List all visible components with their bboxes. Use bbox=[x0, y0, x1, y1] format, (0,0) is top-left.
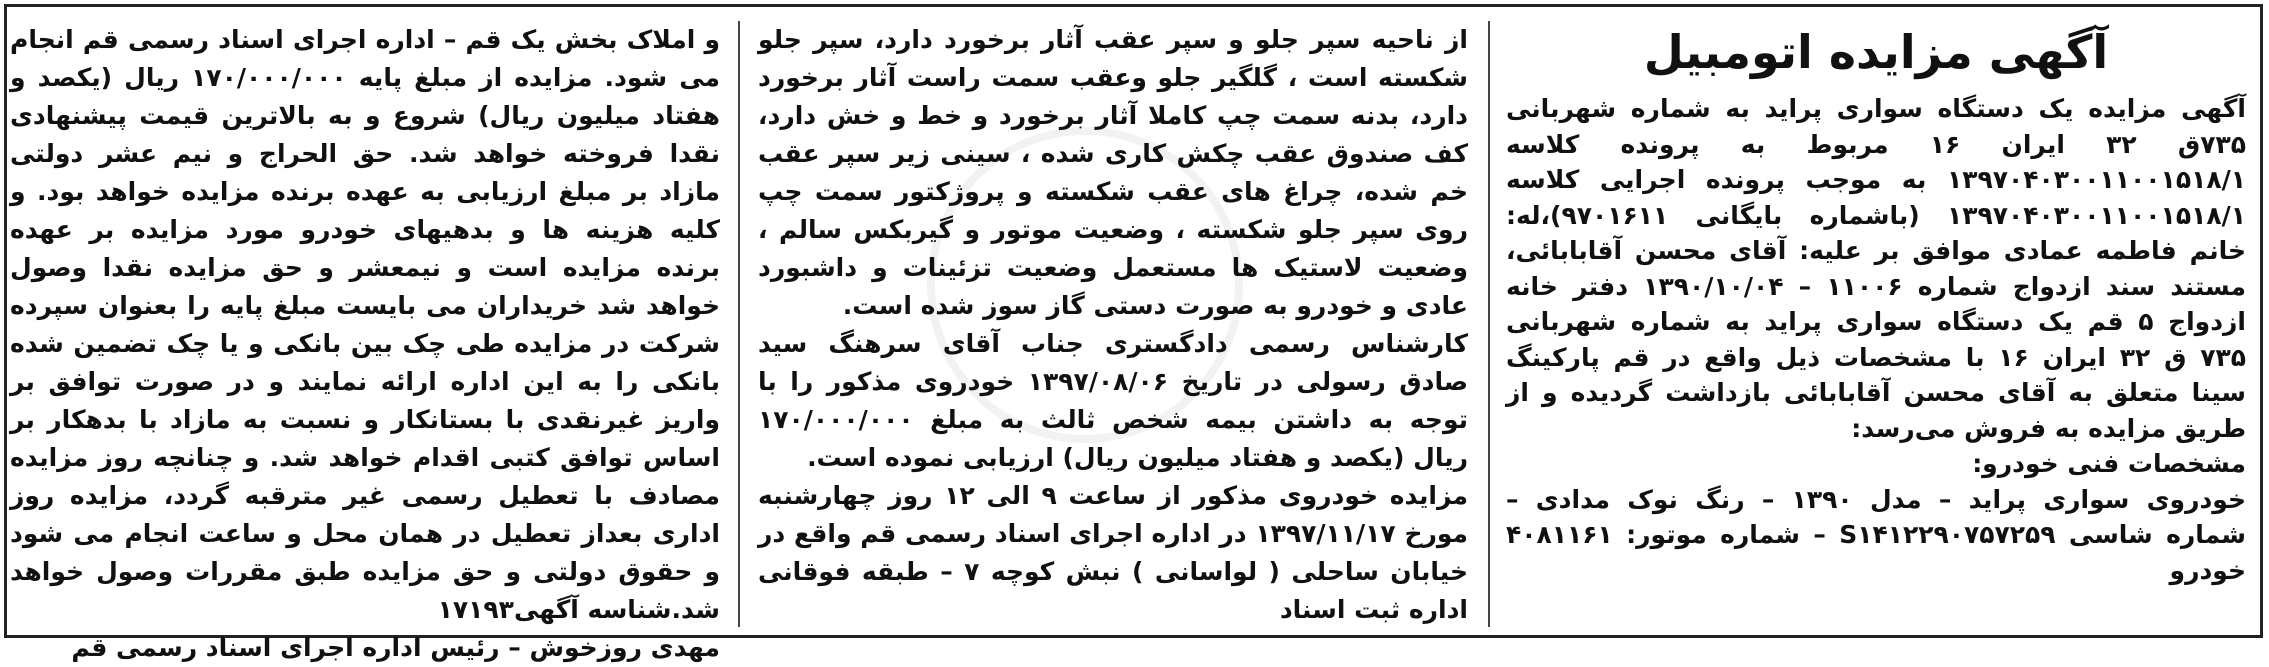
spec-heading: مشخصات فنی خودرو: bbox=[1972, 449, 2246, 478]
notice-intro: آگهی مزایده یک دستگاه سواری پراید به شماره شهربانی ۷۳۵ق ۳۲ ایران ۱۶ مربوط به پرونده کلاسه ۱۳۹۷۰۴۰۳۰۰۱۱۰۰۱۵۱۸/۱ به موجب پرونده اجرایی کلاسه ۱۳۹۷۰۴۰۳۰۰۱۱۰۰۱۵۱۸/۱ (باشماره بایگانی ۹۷۰۱۶۱۱)،له: خانم فاطمه عمادی موافق بر علیه: آقای محسن آقابابائی، مستند سند ازدواج شماره ۱۱۰۰۶ – ۱۳۹۰/۱۰/۰۴ دفتر خانه ازدواج ۵ قم یک دستگاه سواری پراید به شماره شهربانی ۷۳۵ ق ۳۲ ایران ۱۶ با مشخصات ذیل واقع در قم پارکینگ سینا متعلق به آقای محسن آقابابائی بازداشت گردیده و از طریق مزایده به فروش می‌رسد: bbox=[1506, 94, 2247, 443]
auction-time-place: مزایده خودروی مذکور از ساعت ۹ الی ۱۲ روز چهارشنبه مورخ ۱۳۹۷/۱۱/۱۷ در اداره اجرای اسناد رسمی قم واقع در خیابان ساحلی ( لواسانی ) نبش کوچه ۷ – طبقه فوقانی اداره ثبت اسناد bbox=[758, 481, 1469, 624]
auction-notice bbox=[4, 4, 2263, 662]
notice-title: آگهی مزایده اتومبیل bbox=[1643, 25, 2109, 79]
column-divider bbox=[738, 21, 740, 627]
signature-line: مهدی روزخوش – رئیس اداره اجرای اسناد رسمی قم bbox=[71, 633, 720, 662]
appraisal-text: کارشناس رسمی دادگستری جناب آقای سرهنگ سید صادق رسولی در تاریخ ۱۳۹۷/۰۸/۰۶ خودروی مذکور را با توجه به داشتن بیمه شخص ثالث به مبلغ ۱۷۰/۰۰۰/۰۰۰ ریال (یکصد و هفتاد میلیون ریال) ارزیابی نموده است. bbox=[758, 329, 1468, 472]
right-column bbox=[1506, 21, 2246, 631]
spec-body: خودروی سواری پراید – مدل ۱۳۹۰ – رنگ نوک مدادی – شماره شاسی S۱۴۱۲۲۹۰۷۵۷۲۵۹ – شماره موتور: ۴۰۸۱۱۶۱ خودرو bbox=[1506, 484, 2246, 585]
left-column bbox=[10, 21, 721, 662]
vehicle-condition: از ناحیه سپر جلو و سپر عقب آثار برخورد دارد، سپر جلو شکسته است ، گلگیر جلو وعقب سمت راست آثار برخورد دارد، بدنه سمت چپ کاملا آثار برخورد و خط و خش دارد، کف صندوق عقب چکش کاری شده ، سینی زیر سپر عقب خم شده، چراغ های عقب شکسته و پروژکتور سمت چپ روی سپر جلو شکسته ، وضعیت موتور و گیربکس سالم ، وضعیت لاستیک ها مستعمل وضعیت تزئینات و داشبورد عادی و خودرو به صورت دستی گاز سوز شده است. bbox=[758, 25, 1468, 320]
column-divider bbox=[1488, 21, 1490, 627]
middle-column bbox=[758, 21, 1468, 631]
auction-terms: و املاک بخش یک قم – اداره اجرای اسناد رسمی قم انجام می شود. مزایده از مبلغ پایه ۱۷۰/۰۰۰/۰۰۰ ریال (یکصد و هفتاد میلیون ریال) شروع و به بالاترین قیمت پیشنهادی نقدا فروخته خواهد شد. حق الحراج و نیم عشر دولتی مازاد بر مبلغ ارزیابی به عهده برنده مزایده خواهد بود. و کلیه هزینه ها و بدهیهای خودرو مورد مزایده بر عهده برنده مزایده است و نیمعشر و حق مزایده نقدا وصول خواهد شد خریداران می بایست مبلغ پایه را بعنوان سپرده شرکت در مزایده طی چک بین بانکی و یا چک تضمین شده بانکی را به این اداره ارائه نمایند و در صورت توافق بر واریز غیرنقدی با بستانکار و نسبت به مازاد با بدهکار بر اساس توافق کتبی اقدام خواهد شد. و چنانچه روز مزایده مصادف با تعطیل رسمی غیر مترقبه گردد، مزایده روز اداری بعداز تعطیل در همان محل و ساعت انجام می شود و حقوق دولتی و حق مزایده طبق مقررات وصول خواهد شد.شناسه آگهی۱۷۱۹۳ bbox=[10, 25, 721, 624]
